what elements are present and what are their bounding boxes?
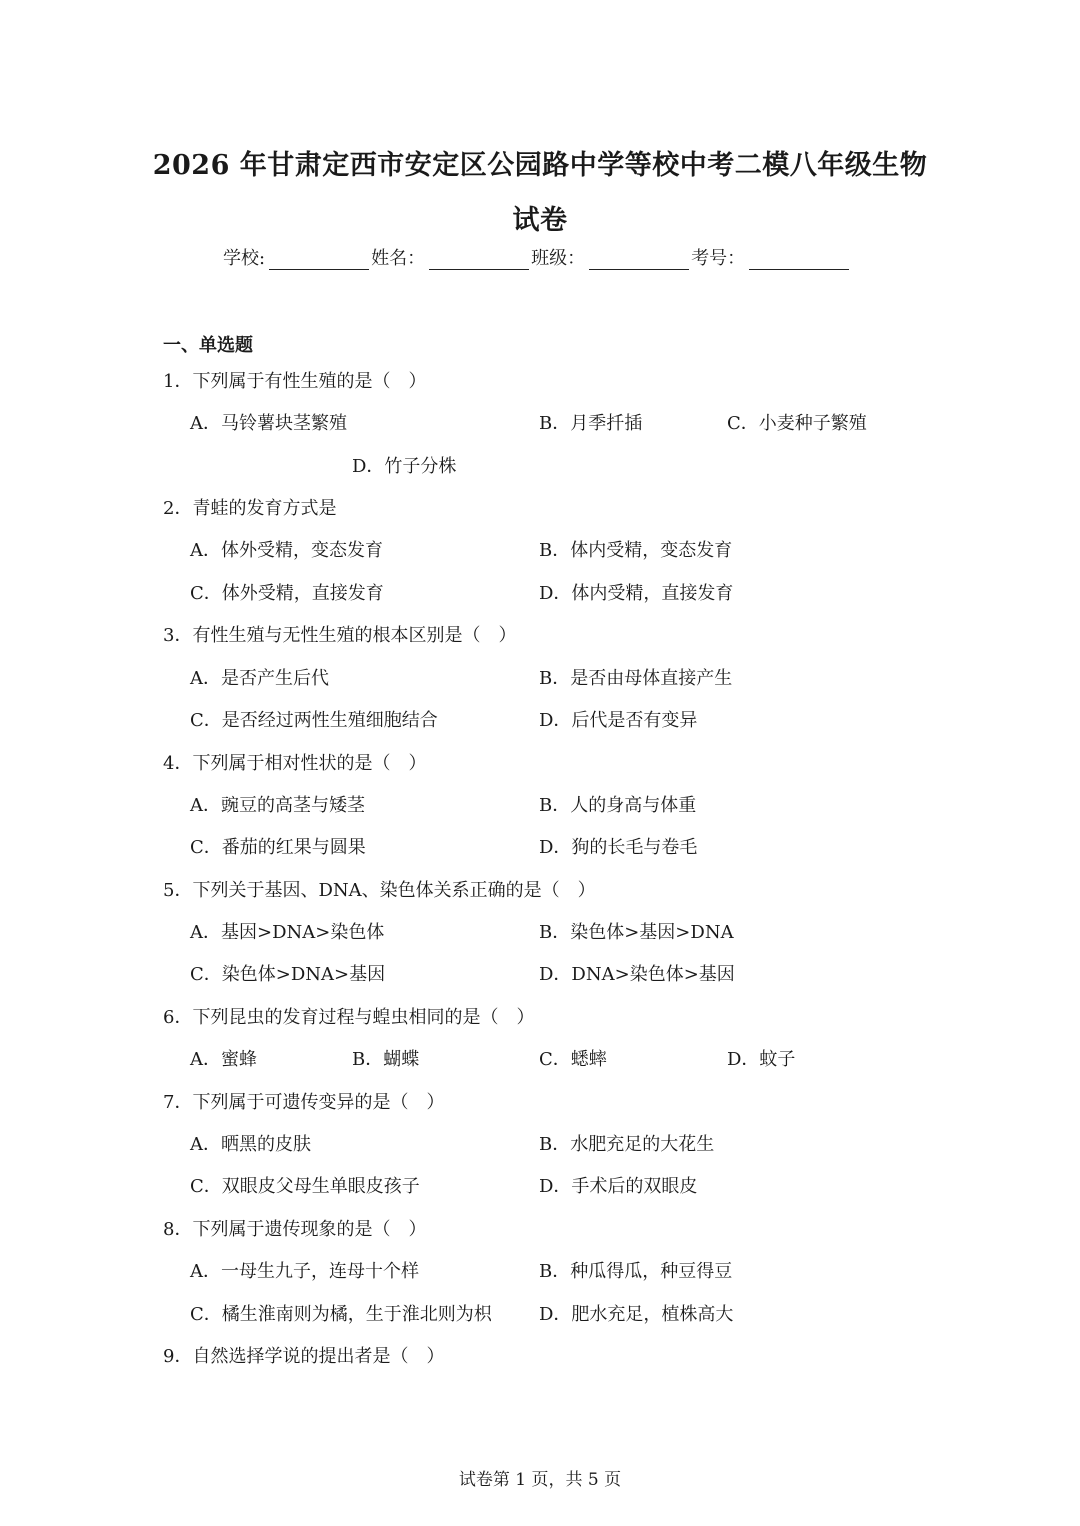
question-option: C．蟋蟀 [539, 1049, 607, 1070]
question-option: A．基因>DNA>染色体 [190, 922, 385, 943]
question-option: D．后代是否有变异 [539, 710, 698, 731]
question-stem: 2．青蛙的发育方式是 [163, 498, 337, 519]
number-blank [749, 247, 849, 270]
question-option: C．番茄的红果与圆果 [190, 837, 366, 858]
question-option: D．体内受精，直接发育 [539, 583, 734, 604]
question-option: C．是否经过两性生殖细胞结合 [190, 710, 438, 731]
question-option: B．人的身高与体重 [539, 795, 697, 816]
question-stem: 1．下列属于有性生殖的是（ ） [163, 371, 427, 392]
question-option: A．体外受精，变态发育 [190, 540, 383, 561]
question-stem: 9．自然选择学说的提出者是（ ） [163, 1346, 445, 1367]
question-option: A．一母生九子，连母十个样 [190, 1261, 419, 1282]
question-stem: 8．下列属于遗传现象的是（ ） [163, 1219, 427, 1240]
exam-title-line-1: 2026 年甘肃定西市安定区公园路中学等校中考二模八年级生物 [152, 150, 928, 181]
question-option: B．体内受精，变态发育 [539, 540, 733, 561]
section-heading: 一、单选题 [163, 335, 253, 356]
school-label: 学校: [223, 248, 266, 269]
question-option: B．水肥充足的大花生 [539, 1134, 715, 1155]
question-option: B．蝴蝶 [352, 1049, 420, 1070]
class-blank [589, 247, 689, 270]
question-option: C．橘生淮南则为橘，生于淮北则为枳 [190, 1304, 492, 1325]
question-option: D．竹子分株 [352, 456, 457, 477]
name-blank [429, 247, 529, 270]
question-option: D．肥水充足，植株高大 [539, 1304, 734, 1325]
question-option: B．染色体>基因>DNA [539, 922, 734, 943]
question-option: C．体外受精，直接发育 [190, 583, 384, 604]
question-option: D．手术后的双眼皮 [539, 1176, 698, 1197]
name-label: 姓名： [371, 248, 426, 269]
question-option: C．小麦种子繁殖 [727, 413, 867, 434]
class-label: 班级： [531, 248, 586, 269]
question-option: A．是否产生后代 [190, 668, 329, 689]
question-stem: 4．下列属于相对性状的是（ ） [163, 753, 427, 774]
question-option: B．月季扦插 [539, 413, 643, 434]
question-stem: 6．下列昆虫的发育过程与蝗虫相同的是（ ） [163, 1007, 535, 1028]
student-info-row [223, 244, 851, 270]
question-stem: 3．有性生殖与无性生殖的根本区别是（ ） [163, 625, 517, 646]
question-option: A．马铃薯块茎繁殖 [190, 413, 347, 434]
question-stem: 7．下列属于可遗传变异的是（ ） [163, 1092, 445, 1113]
question-option: B．是否由母体直接产生 [539, 668, 733, 689]
number-label: 考号： [691, 248, 746, 269]
question-option: D．狗的长毛与卷毛 [539, 837, 698, 858]
question-stem: 5．下列关于基因、DNA、染色体关系正确的是（ ） [163, 880, 596, 901]
school-blank [269, 247, 369, 270]
exam-title-line-2: 试卷 [512, 205, 568, 236]
question-option: C．染色体>DNA>基因 [190, 964, 386, 985]
question-option: A．晒黑的皮肤 [190, 1134, 311, 1155]
page-footer: 试卷第 1 页，共 5 页 [458, 1470, 622, 1490]
question-option: D．蚊子 [727, 1049, 796, 1070]
question-option: A．豌豆的高茎与矮茎 [190, 795, 365, 816]
question-option: B．种瓜得瓜，种豆得豆 [539, 1261, 733, 1282]
question-option: A．蜜蜂 [190, 1049, 257, 1070]
question-option: C．双眼皮父母生单眼皮孩子 [190, 1176, 420, 1197]
question-option: D．DNA>染色体>基因 [539, 964, 735, 985]
